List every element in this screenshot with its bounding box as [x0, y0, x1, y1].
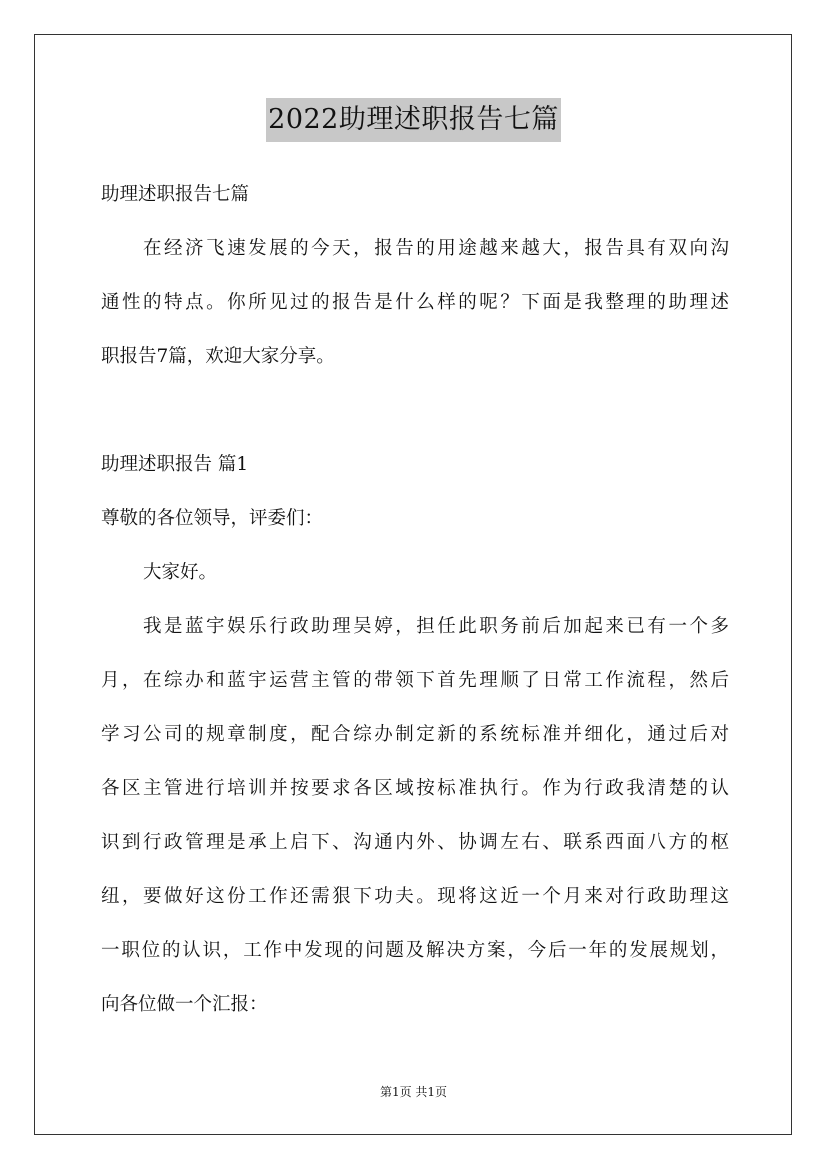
body-line: 纽，要做好这份工作还需狠下功夫。现将这近一个月来对行政助理这	[101, 886, 729, 907]
title-container	[0, 98, 827, 142]
body-line: 一职位的认识，工作中发现的问题及解决方案，今后一年的发展规划，	[101, 940, 729, 961]
intro-line: 职报告7篇，欢迎大家分享。	[101, 346, 335, 367]
page-number: 第1页 共1页	[379, 1085, 448, 1099]
section-heading: 助理述职报告 篇1	[101, 454, 249, 475]
salutation: 尊敬的各位领导，评委们：	[101, 508, 324, 529]
body-line: 我是蓝宇娱乐行政助理吴婷，担任此职务前后加起来已有一个多	[143, 616, 729, 637]
paragraph-gap	[101, 384, 729, 438]
body-line: 各区主管进行培训并按要求各区域按标准执行。作为行政我清楚的认	[101, 778, 729, 799]
document-title: 2022助理述职报告七篇	[266, 98, 561, 142]
intro-line: 在经济飞速发展的今天，报告的用途越来越大，报告具有双向沟	[143, 238, 729, 259]
intro-line: 通性的特点。你所见过的报告是什么样的呢？下面是我整理的助理述	[101, 292, 729, 313]
body-line: 识到行政管理是承上启下、沟通内外、协调左右、联系西面八方的枢	[101, 832, 729, 853]
body-line: 学习公司的规章制度，配合综办制定新的系统标准并细化，通过后对	[101, 724, 729, 745]
document-subtitle: 助理述职报告七篇	[101, 184, 250, 205]
greeting: 大家好。	[143, 562, 218, 583]
document-body	[101, 168, 729, 1032]
body-line: 月，在综办和蓝宇运营主管的带领下首先理顺了日常工作流程，然后	[101, 670, 729, 691]
body-line: 向各位做一个汇报：	[101, 994, 268, 1015]
